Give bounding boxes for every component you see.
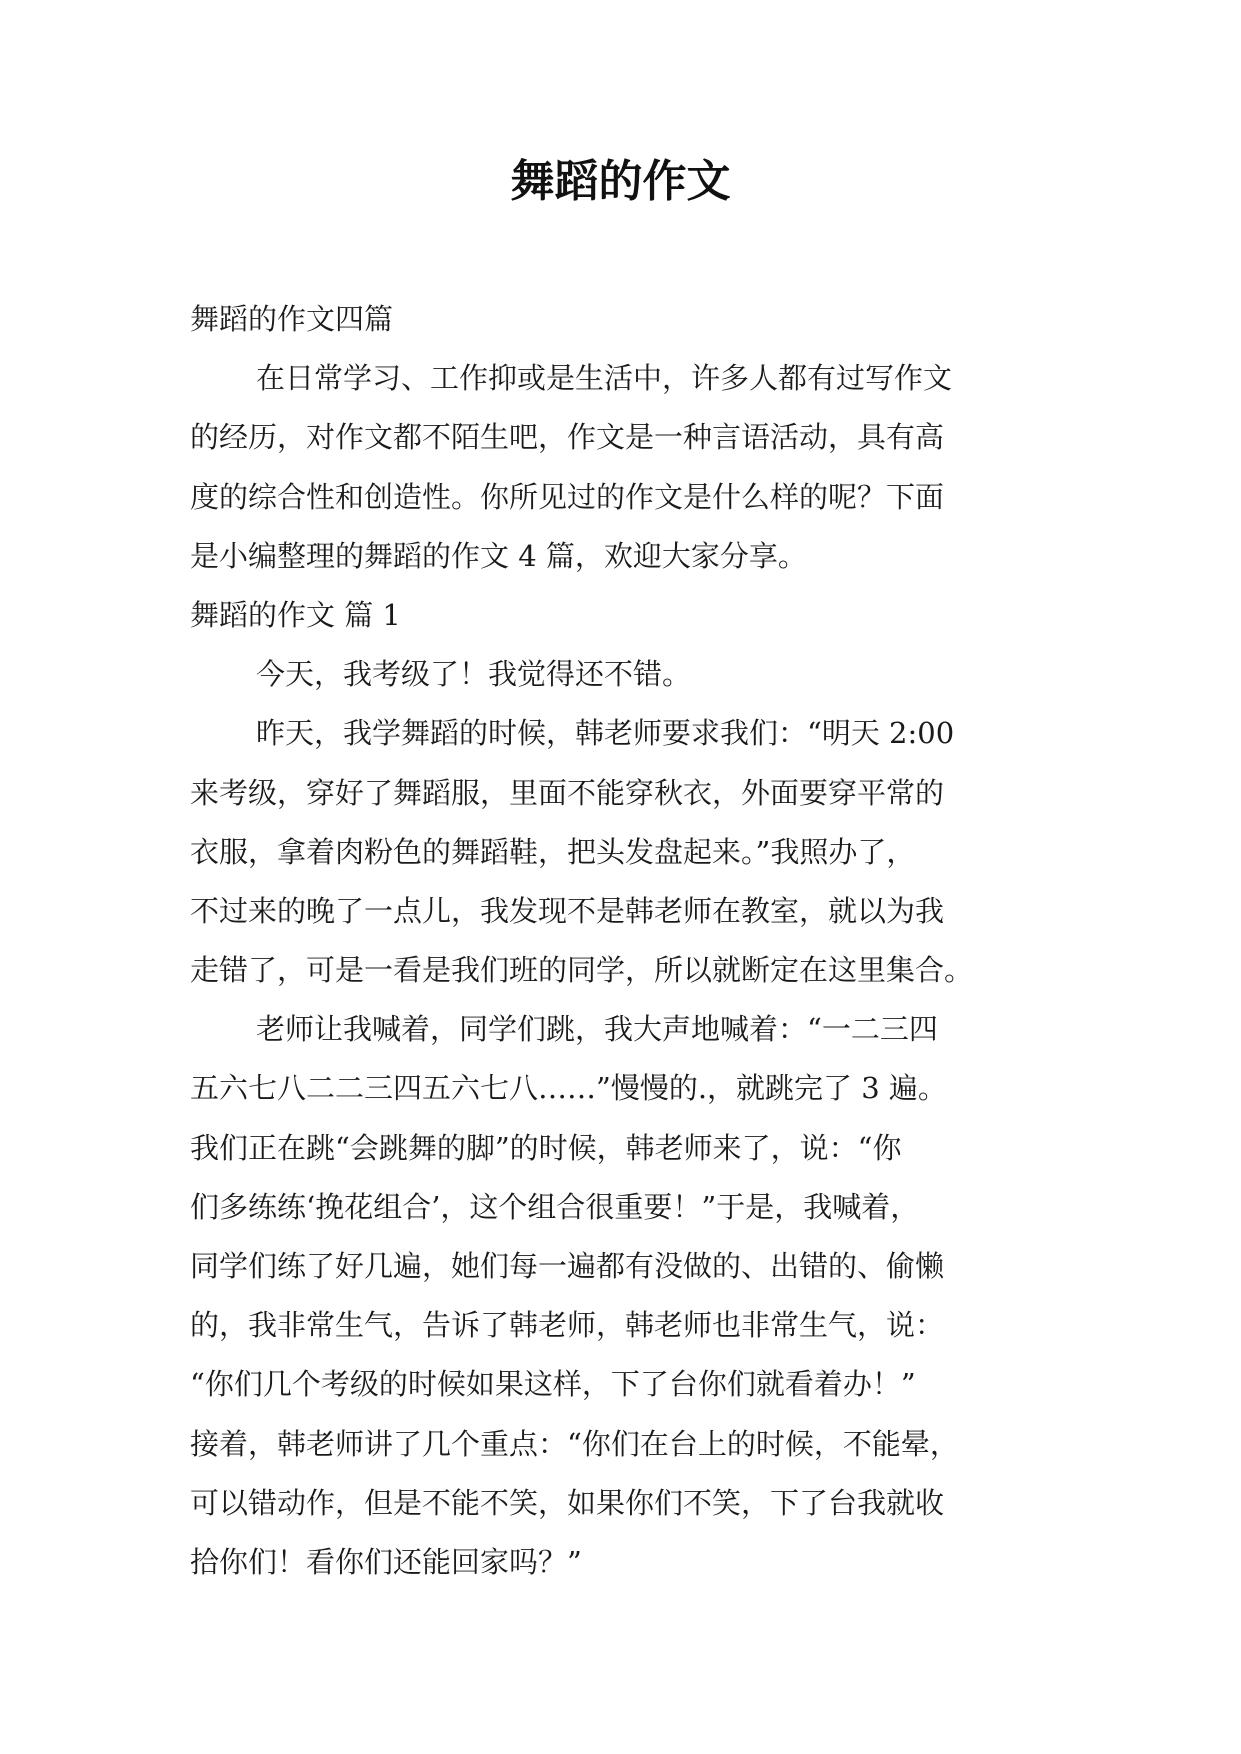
document-body [190, 290, 1055, 1592]
paragraph-line: 昨天，我学舞蹈的时候，韩老师要求我们：“明天 2:00 [256, 716, 955, 751]
section-heading: 舞蹈的作文 篇 1 [190, 597, 401, 632]
paragraph-line: 老师让我喊着，同学们跳，我大声地喊着：“一二三四 [256, 1012, 938, 1047]
paragraph-line: 们多练练‘挽花组合’，这个组合很重要！”于是，我喊着， [190, 1189, 920, 1224]
paragraph-line: 五六七八二二三四五六七八……”慢慢的.，就跳完了 3 遍。 [190, 1071, 947, 1106]
paragraph-line: 同学们练了好几遍，她们每一遍都有没做的、出错的、偷懒 [190, 1249, 945, 1283]
paragraph-line: 我们正在跳“会跳舞的脚”的时候，韩老师来了，说：“你 [190, 1130, 902, 1165]
paragraph-line: 的，我非常生气，告诉了韩老师，韩老师也非常生气，说： [190, 1308, 945, 1343]
paragraph-line: “你们几个考级的时候如果这样，下了台你们就看着办！” [190, 1367, 916, 1402]
paragraph-line: 不过来的晚了一点儿，我发现不是韩老师在教室，就以为我 [190, 893, 945, 928]
paragraph-line: 拾你们！看你们还能回家吗？” [190, 1544, 582, 1579]
paragraph-line: 衣服，拿着肉粉色的舞蹈鞋，把头发盘起来。”我照办了， [190, 834, 916, 869]
paragraph-line: 来考级，穿好了舞蹈服，里面不能穿秋衣，外面要穿平常的 [190, 775, 945, 810]
paragraph-line: 可以错动作，但是不能不笑，如果你们不笑，下了台我就收 [190, 1485, 945, 1520]
subtitle-line: 舞蹈的作文四篇 [190, 302, 394, 336]
intro-line: 在日常学习、工作抑或是生活中，许多人都有过写作文 [256, 361, 953, 396]
document-title: 舞蹈的作文 [510, 156, 731, 207]
paragraph-line: 接着，韩老师讲了几个重点：“你们在台上的时候，不能晕， [190, 1426, 959, 1461]
intro-line: 的经历，对作文都不陌生吧，作文是一种言语活动，具有高 [190, 420, 945, 455]
intro-line: 度的综合性和创造性。你所见过的作文是什么样的呢？下面 [190, 479, 945, 514]
intro-line: 是小编整理的舞蹈的作文 4 篇，欢迎大家分享。 [190, 538, 807, 573]
paragraph-line: 走错了，可是一看是我们班的同学，所以就断定在这里集合。 [190, 953, 974, 988]
paragraph-line: 今天，我考级了！我觉得还不错。 [256, 657, 692, 692]
